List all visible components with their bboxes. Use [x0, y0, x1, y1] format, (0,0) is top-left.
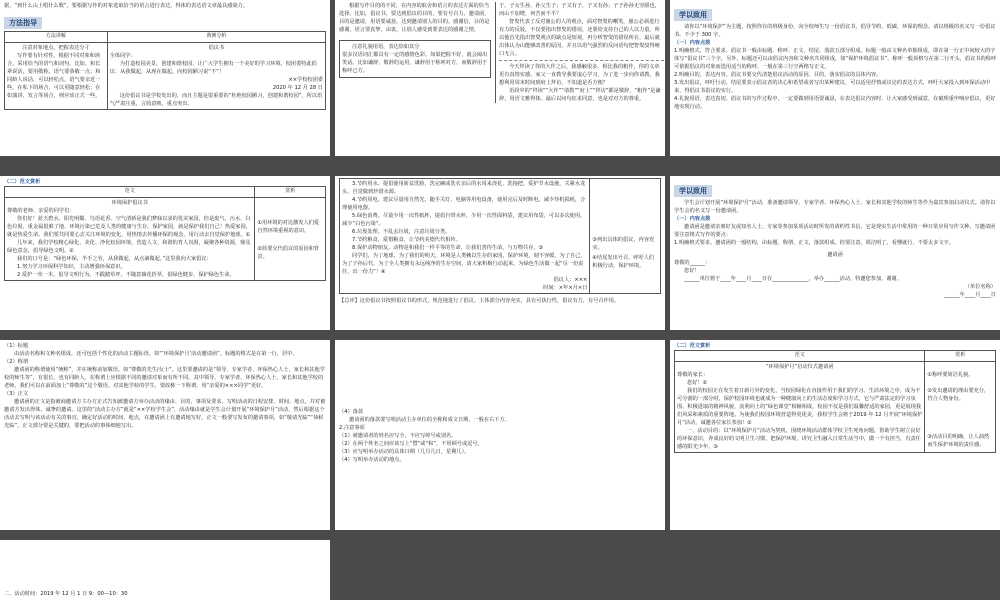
- model-paragraph: 儿年来，我们学校精心绿化、美化、净化校园环境，营造人文、和谐的育人氛围，凝聚各种资源，鼎及绿色意念，倡导绿色文明。②: [7, 239, 251, 254]
- notes-item: （4）写明举办活动的地点。: [339, 457, 405, 463]
- model-heading: （二）范文赏析: [4, 179, 41, 185]
- tip-item: 邀请函是邀请亲朋好友或知名人士、专家等参加某项活动时所发的请约性书信。它是现实生活中常用的一种日常应用写作文种。写邀请函要注意格式写作的要点：: [674, 224, 996, 238]
- example-analysis: 这份倡议书是学校发出的，而且主题是很重要的“杜绝校园陋习，创建和谐校园”，所以语气严肃庄重，言简意赅，重点突出。: [109, 92, 323, 107]
- activity-time-text: 二、活动时间：2019 年 12 月 1 日 9：00—10：30: [4, 591, 128, 597]
- model-paragraph-2: 一、活动目的：以“环境保护月”活动为契机，围绕环境活动群体学校卫生死角问题，帮助学生树立良好的环保意识，养成良好的文明卫生习惯，把保护环境，讲究卫生融入日常生活当中，做一个有担当，有责任感的阳光少年。③: [677, 427, 921, 450]
- model-cell: [5, 197, 255, 280]
- comment-note: ③活动目的明确，让人油然而生保护环境的责任感。: [927, 433, 990, 448]
- summary-text: 【总评】这份倡议书按照倡议书的形式，规范地进行了倡议。主体部分内容充实，具有可执行性，倡议有力，有号召作用。: [339, 298, 620, 304]
- notes-item: （1）被邀请者的姓名应写全，不应写绰号或别名。: [339, 433, 457, 439]
- guide-heading: （1）标题: [4, 343, 29, 349]
- model-item: 8.保护动物朋友。动物是和我们一样平等的生命，让我们善待生命，与万物共存。③: [352, 245, 544, 251]
- model-item: 5.绿色消费。尽量少用一次性纸杯，提倡自带水杯，少用一次性面料袋，建议用布袋，可以多次使用，减少“白色污染”。: [342, 213, 586, 227]
- politeness-box: 注意礼貌用语，表达恰如其分 很多汉语词汇都具有一定的感情色彩。如果把握不好，就会闹出笑话。比如谦辞，敬辞的运用，谦辞用于称呼对方，而敬辞用于称呼已方。: [342, 44, 488, 74]
- invitation-title: 邀请函: [827, 252, 843, 258]
- example-title: 倡议书: [208, 44, 225, 51]
- page-model-invitation: [670, 340, 1000, 530]
- courtesy-analysis: 语段中的“拜读”“大作”“请教”“府上”“拜访”都是敬辞，“粗作”是谦辞，用语文雅得体。最后以问句征求同意，也是对对方的尊重。: [499, 88, 661, 102]
- content-tips-heading: （一）内容点拨: [674, 40, 711, 46]
- model-greeting-2: 您好！①: [687, 379, 708, 386]
- content-tips-heading-2: （一）内容点拨: [674, 216, 711, 222]
- section-heading-practice: 学以致用: [674, 9, 712, 21]
- example-body: 为打造校园美景，创建和谐校园，让广大学生拥有一个美好的学习环境，校团委特此倡议：从我做起，从现在做起，向校园陋习说“不”！: [109, 60, 317, 75]
- table-header-example: 典例分析: [107, 32, 325, 43]
- notes-heading: （4）落款: [339, 409, 364, 415]
- quote-text: 于。子女生孙，孙父生子；子又有子，子又有孙；子子孙孙无穷匮也，而山不加增，何苦而不平？: [499, 3, 660, 17]
- invitation-to: 尊敬的______：: [674, 260, 711, 266]
- page-activity-time: [0, 540, 330, 600]
- comment-note: ④结尾发出号召，呼吁人们积极行动，保护环境。: [592, 255, 655, 269]
- task-text-2: 学生会计划开展“环境保护月”活动，准备邀请领导、专家学者、环保热心人士、家长和其他学校的师生等作为嘉宾参加启动仪式。请你以学生会的名义写一份邀请函。: [674, 200, 996, 214]
- model-paragraph: 我们的口号是：“绿色环保，半手之劳，从我做起，从点滴做起。”这里我向大家倡议：: [17, 255, 212, 262]
- model-salutation: 尊敬的老师、亲爱的同学们：: [7, 207, 75, 214]
- invitation-greeting: 您好！: [684, 268, 700, 274]
- page-model-proposal-cont: [335, 176, 665, 330]
- guide-text: 由活动名称和文种名组成，还可包括个性化的活动主题标语。如“‘环境保护月’活动邀请函”。标题的格式是在第一行，居中。: [14, 351, 298, 357]
- table-header-model-2: 范文: [675, 351, 925, 362]
- invitation-body: ______单位将于____年____月____日在______________，举办______活动，特邀您参加，谢谢。: [684, 276, 902, 282]
- guide-text: 邀请函的称谓使用“统称”，并在统称前加敬语。如“尊敬的先生/女士”。这里要邀请的是“领导、专家学者、环保热心人士，家长和其他学校的师生等”，有很长，也有同龄人，在称谓上应根据不同的邀请对象而有所不同。其中领导、专家学者、环保热心人士、家长和其他学校的老师，我们可以在前面加上“尊敬的”这个敬语，对其他学校的学生，要改称一下称谓，用“亲爱的×××同学”更好。: [4, 367, 325, 389]
- guide-heading: （2）称谓: [4, 359, 29, 365]
- tip-item: 1.明确格式要求。邀请函的一般结构，由标题、称谓、正文、落款组成。但要注意，简洁明了，看懂就行，不要太多文字。: [674, 240, 954, 246]
- method-table: [4, 31, 326, 110]
- notes-item: （3）应写明举办活动的具体日期（几月几日，星期几）。: [339, 449, 470, 455]
- comment-note: ①用环境的对比激发人们爱自然环境重视的意识。: [257, 219, 320, 234]
- model-date: 时间：×年×月×日: [543, 285, 588, 291]
- comment-cell: [255, 197, 326, 280]
- notes-item: （2）在两个姓名之间应该写上“暨”或“和”，不用顿号或逗号。: [339, 441, 483, 447]
- model-item: 6.垃圾处理。不乱丢垃圾，注意垃圾分类。: [352, 229, 451, 235]
- method-body: 写作要有针对性，根据不同对象和场合，采用恰当的语气和词句。比如，和长辈说话，要用敬称，语气要恭敬一点；和同龄人说话，可以轻松点，语气要亲近一些。在私下的场合，可以更随意轻松；在如演讲、发言等场合，则应该正式一些。: [7, 52, 101, 99]
- table-header-comment: 赏析: [255, 187, 326, 198]
- model-salutation-2: 尊敬的家长：: [677, 371, 709, 378]
- model-conclusion: 同学们，为了地球，为了我们的明天，环境是人类赖以生存的家园，保护环境，刻不容缓。为了自己，为了子孙后代，为了全人类拥有永远纯净的生存空间，请大家积极行动起来，为绿色生活做一起“尽一份责任，出一份力”！④: [342, 253, 586, 275]
- model-table-cont: [339, 178, 661, 294]
- comment-note: ①称呼要简洁礼貌。: [927, 371, 974, 378]
- task-text: 请你以“环境保护”为主题，按照你在的班级身份，向全校师生写一份倡议书，倡导节约、低碳、环保的理念。请以班级的名义写一份倡议书。不少于 300 字。: [674, 24, 996, 38]
- intro-text: 据，“到什么山上唱什么歌”，要根据写作的对象选取恰当的语言进行表达，得体的表达语文章最具感染力。: [4, 3, 249, 9]
- example-salutation: 全体同学：: [109, 52, 136, 59]
- model-paragraph: 你们好！蓝天碧水、阳光明媚、鸟语花香、空气清新是我们梦寐以求的优美家园，但是废气、污水、白色垃圾、重金属很难了地，环境污染已危及人类的健康与生存。保护家园，就是保护我们自己！热爱家园，就是热爱生命。我们要共同要心去关注环境的变化，用热情去传播环保的观念，用行动去自觉保护地球。①: [7, 215, 251, 238]
- method-title: 注意对象地点，把握表达分寸: [22, 44, 90, 51]
- page-invitation-guide: [0, 340, 330, 530]
- comment-cell-cont: [590, 179, 661, 294]
- model-item: 2.爱护一草一木，倡导文明行为。不践踏草坪，不随意摘花折草，倡绿色健步，保护绿色生命。: [17, 271, 235, 278]
- guide-text: 邀请函的正文是指被商邀请方主办方正式告知被邀请方举办活动的缘由、目的、事项及要求，写明活动的日程安排、时间、地点，并对被邀请方发出得体、诚挚的邀请。这里的“活动主办方”就是“××学校学生会”，活动缘由就是学生会计划开展“环境保护月”活动，然后根据这个活动去写明与该活动有关的事宜，确定好活动的时间、地点，在邀请函上有邀请地写好。正文一般要写发布的邀请事项，如“敬请光临”“恭候光临”。正文部分要是关键的，要把活动的事体细地写出。: [4, 399, 326, 429]
- page-model-proposal: [0, 176, 330, 330]
- model-table-2: [674, 350, 996, 453]
- notes-text: 邀请函的落款要写明活动主办单位的全称和成文日期，一般在右下方。: [349, 417, 510, 423]
- page-invitation-notes: [335, 340, 665, 530]
- page-method-guide: [0, 0, 330, 156]
- model-item: 3.节约用水。提倡使用新盆洗脸，洗完碗或洗衣亲后的水用来浇花，洗拖把，爱护节水设施，关紧水龙头，自觉做到珍惜水源。: [342, 181, 586, 195]
- quote-analysis: 智叟代表了反对愚公的人的观点，面对智叟的嘲笑，愚公必须进行有力的反驳，不仅要指出智叟的错误，还要给支持自己的人以力量。所以他首先指出智叟观点的缺点是短视，再分析智叟的错误所在，最后就出体认为山能够改善的原因，并且以语气强烈的反问语句把智叟驳得哑口无言。: [499, 19, 660, 57]
- purpose-text: 根据写作目的的不同，在内容的取舍和语言的表达方面的恰当选择。比如，倡议书，要达到倡议的目的，要有号召力，邀请函，目的是邀请，用语要诚恳，达到邀请别人的目的。感谢信，目的是感谢，语言要真挚，由衷，让别人感受到要表达的感谢之情。: [339, 3, 490, 33]
- tip-item: 3.发出倡议，呼吁行动。结尾要表示倡议者的决心和希望或者写出某种建议，可以适用抒情或议论的表达方式，呼吁大家投入到环保活动中来，得倡议书倡议的实行。: [674, 80, 991, 94]
- model-title: 环境保护倡议书: [111, 199, 148, 206]
- model-signature: 倡议人：×××: [553, 277, 588, 283]
- comment-note: ③列出具体的倡议，内容充实。: [592, 237, 655, 251]
- example-cell: [107, 42, 325, 109]
- guide-heading: （3）正文: [4, 391, 29, 397]
- table-header-method: 方法讲解: [5, 32, 108, 43]
- invitation-date: ______年____月____日: [944, 292, 996, 298]
- model-table: [4, 186, 326, 281]
- table-header-comment-2: 赏析: [925, 351, 996, 362]
- model-title-2: “环境保护月”启动仪式邀请函: [765, 363, 834, 370]
- model-heading-2: （二）范文赏析: [674, 343, 711, 349]
- method-cell: [5, 42, 108, 109]
- tip-item: 2.明确目的，表达内容。倡议书要交代清楚倡议活动的原因、目的，落实倡议的具体内容。: [674, 72, 882, 78]
- model-item: 1.努力学习环保科学知识，主动增强环保意识。: [17, 263, 126, 270]
- model-paragraph-2: 我们的校园正在发生着日新月异的变化，当校园绿化在直接作用于我们的学习、生活环境之中，成为不可分割的一部分时，保护校园环境也就成为一种健康向上的生活态度和学习方式，它与严肃法定的学习氛围、积极进取的精神风貌，流利向上的“绿色课堂”相辅相成。校园不仅是我们温馨舒适的家园，更是展现我们风采和素质的重要阵地。为使我们校园环境营造得更优美，我校学生会将于2019 年 12 月开展“环境保护月”活动，诚邀各位家长参加！②: [677, 387, 923, 426]
- notes-heading: 2.注意事项: [339, 425, 365, 431]
- section-heading-method: 方法指导: [4, 17, 42, 29]
- tip-item: 1.明确格式，符合要求。倡议书一般由标题、称呼、正文、结尾、落款五部分组成。标题一般由文种名单独组成，即在第一行正中间较大的字体写“倡议书”三个字，另外，标题还可以由倡议内容和文种名共同组成，如“保护环境倡议书”。称呼一般顶格写在第二行开头，倡议书的称呼可依据倡议的对象而选用适当的称呼。一般在第三行空两格写正文。: [674, 48, 997, 70]
- example-signature: ××学校校团委: [288, 76, 323, 83]
- comment-note: ②发出邀请的理由要充分，符合人物身份。: [927, 387, 990, 402]
- comment-note: ②简要交代倡议的原因和背景。: [257, 245, 320, 260]
- page-practice-proposal: [670, 0, 1000, 156]
- courtesy-example: 今天拜读了你的大作之后，我感触很多。相比我的粗作，你的文章更有真情实感。家父一直教导我要虚心学习，为了进一步向你请教，我想利用周末时间到府上拜访，不知道是否方便？: [499, 64, 660, 86]
- comment-cell-2: [925, 361, 996, 452]
- invitation-signature: （单位名称）: [964, 284, 996, 290]
- tip-item: 4.礼貌用语，表达真切。倡议书的写作过程中，一定要做到用语要诚恳，在表达倡议内容时，让大家感受到诚意，在破理重申响应倡议，更好地实现行动。: [674, 96, 996, 110]
- model-item: 4.节约用电。建议尽量用自然光，随手关灯，电脑等用电设备，使用完后及时断电，减少待机损耗，合理使用电器。: [342, 197, 586, 211]
- model-cell-cont: [340, 179, 590, 294]
- page-expression-tips: [335, 0, 665, 156]
- model-cell-2: [675, 361, 925, 452]
- example-date: 2020 年 12 月 28 日: [272, 84, 323, 91]
- table-header-model: 范文: [5, 187, 255, 198]
- page-practice-invitation: [670, 176, 1000, 330]
- model-item: 7.节约粮食，爱惜粮食，让节约美德代代相传。: [352, 237, 461, 243]
- section-heading-practice-2: 学以致用: [674, 185, 712, 197]
